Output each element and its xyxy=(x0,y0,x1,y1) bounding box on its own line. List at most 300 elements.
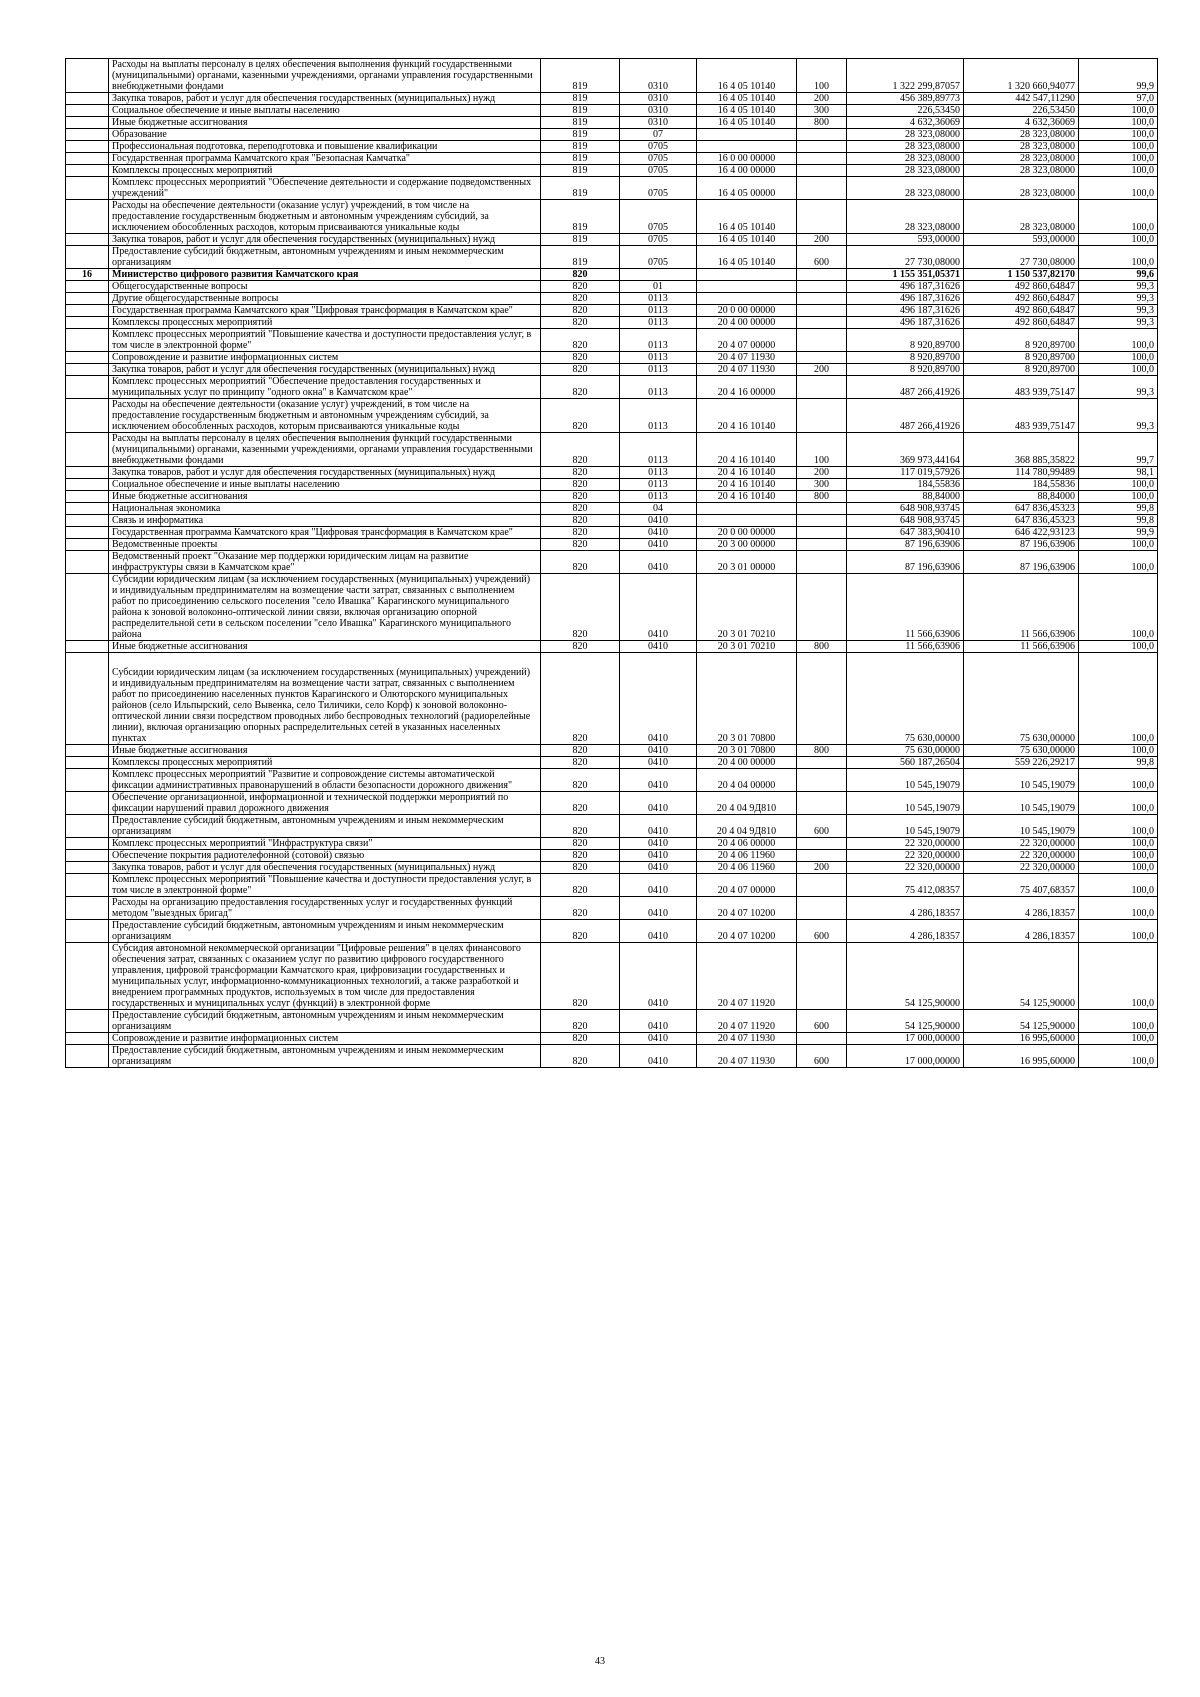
ministry-code: 820 xyxy=(541,574,620,641)
target-article: 20 4 00 00000 xyxy=(697,317,797,329)
row-number xyxy=(66,93,109,105)
executed-amount: 28 323,08000 xyxy=(964,129,1079,141)
page-number: 43 xyxy=(595,1656,605,1667)
executed-amount: 4 286,18357 xyxy=(964,920,1079,943)
execution-percent: 99,3 xyxy=(1079,281,1158,293)
section-code: 0410 xyxy=(620,769,697,792)
row-number xyxy=(66,467,109,479)
section-code: 0113 xyxy=(620,364,697,376)
ministry-code: 820 xyxy=(541,479,620,491)
ministry-code: 820 xyxy=(541,305,620,317)
executed-amount: 75 407,68357 xyxy=(964,874,1079,897)
target-article: 16 4 05 10140 xyxy=(697,200,797,234)
planned-amount: 10 545,19079 xyxy=(847,815,964,838)
section-code: 0113 xyxy=(620,491,697,503)
ministry-code: 819 xyxy=(541,153,620,165)
execution-percent: 100,0 xyxy=(1079,745,1158,757)
item-name: Другие общегосударственные вопросы xyxy=(109,293,541,305)
planned-amount: 647 383,90410 xyxy=(847,527,964,539)
ministry-code: 820 xyxy=(541,1010,620,1033)
execution-percent: 99,8 xyxy=(1079,757,1158,769)
ministry-code: 820 xyxy=(541,897,620,920)
table-row xyxy=(66,141,1158,153)
executed-amount: 368 885,35822 xyxy=(964,433,1079,467)
item-name: Расходы на обеспечение деятельности (оказание услуг) учреждений, в том числе на предоставление государственным бюджетным и автономным учреждениям субсидий, за исключением обособленных расходов, которым присваиваются уникальные коды xyxy=(109,399,541,433)
row-number xyxy=(66,792,109,815)
row-number xyxy=(66,1033,109,1045)
table-row xyxy=(66,117,1158,129)
section-code: 0410 xyxy=(620,1010,697,1033)
row-number xyxy=(66,246,109,269)
executed-amount: 483 939,75147 xyxy=(964,399,1079,433)
item-name: Расходы на выплаты персоналу в целях обеспечения выполнения функций государственными (муниципальными) органами, казенными учреждениями, органами управления государственными внебюджетными фондами xyxy=(109,59,541,93)
row-number xyxy=(66,200,109,234)
executed-amount: 88,84000 xyxy=(964,491,1079,503)
execution-percent: 99,9 xyxy=(1079,527,1158,539)
expense-type xyxy=(797,281,847,293)
expense-type xyxy=(797,329,847,352)
ministry-code: 820 xyxy=(541,433,620,467)
ministry-code: 819 xyxy=(541,177,620,200)
item-name: Предоставление субсидий бюджетным, автономным учреждениям и иным некоммерческим организациям xyxy=(109,920,541,943)
executed-amount: 28 323,08000 xyxy=(964,177,1079,200)
ministry-code: 820 xyxy=(541,491,620,503)
row-number xyxy=(66,376,109,399)
section-code: 0705 xyxy=(620,177,697,200)
table-row xyxy=(66,491,1158,503)
row-number xyxy=(66,515,109,527)
section-code: 0410 xyxy=(620,539,697,551)
row-number xyxy=(66,433,109,467)
planned-amount: 75 630,00000 xyxy=(847,653,964,745)
section-code: 0705 xyxy=(620,246,697,269)
table-row xyxy=(66,305,1158,317)
executed-amount: 559 226,29217 xyxy=(964,757,1079,769)
planned-amount: 1 322 299,87057 xyxy=(847,59,964,93)
execution-percent: 99,7 xyxy=(1079,433,1158,467)
row-number xyxy=(66,364,109,376)
execution-percent: 100,0 xyxy=(1079,153,1158,165)
ministry-code: 820 xyxy=(541,653,620,745)
planned-amount: 1 155 351,05371 xyxy=(847,269,964,281)
table-row xyxy=(66,874,1158,897)
expense-type: 100 xyxy=(797,59,847,93)
item-name: Расходы на обеспечение деятельности (оказание услуг) учреждений, в том числе на предоставление государственным бюджетным и автономным учреждениям субсидий, за исключением обособленных расходов, которым присваиваются уникальные коды xyxy=(109,200,541,234)
section-code: 0705 xyxy=(620,200,697,234)
ministry-code: 820 xyxy=(541,281,620,293)
planned-amount: 28 323,08000 xyxy=(847,153,964,165)
planned-amount: 10 545,19079 xyxy=(847,792,964,815)
table-row xyxy=(66,1033,1158,1045)
planned-amount: 28 323,08000 xyxy=(847,200,964,234)
target-article: 20 4 16 10140 xyxy=(697,479,797,491)
row-number xyxy=(66,769,109,792)
item-name: Ведомственные проекты xyxy=(109,539,541,551)
ministry-code: 819 xyxy=(541,59,620,93)
item-name: Предоставление субсидий бюджетным, автономным учреждениям и иным некоммерческим организациям xyxy=(109,815,541,838)
table-row xyxy=(66,641,1158,653)
ministry-code: 820 xyxy=(541,329,620,352)
section-code: 0410 xyxy=(620,527,697,539)
item-name: Сопровождение и развитие информационных систем xyxy=(109,352,541,364)
row-number xyxy=(66,281,109,293)
target-article xyxy=(697,129,797,141)
row-number xyxy=(66,943,109,1010)
execution-percent: 100,0 xyxy=(1079,641,1158,653)
planned-amount: 28 323,08000 xyxy=(847,141,964,153)
target-article: 16 4 05 10140 xyxy=(697,105,797,117)
section-code: 0113 xyxy=(620,293,697,305)
table-row xyxy=(66,281,1158,293)
planned-amount: 22 320,00000 xyxy=(847,838,964,850)
ministry-code: 819 xyxy=(541,200,620,234)
planned-amount: 369 973,44164 xyxy=(847,433,964,467)
planned-amount: 487 266,41926 xyxy=(847,376,964,399)
table-row xyxy=(66,769,1158,792)
target-article: 20 0 00 00000 xyxy=(697,527,797,539)
row-number xyxy=(66,293,109,305)
execution-percent: 100,0 xyxy=(1079,177,1158,200)
ministry-code: 820 xyxy=(541,467,620,479)
item-name: Предоставление субсидий бюджетным, автономным учреждениям и иным некоммерческим организациям xyxy=(109,1045,541,1068)
section-code: 0410 xyxy=(620,943,697,1010)
row-number xyxy=(66,491,109,503)
target-article: 20 3 00 00000 xyxy=(697,539,797,551)
execution-percent: 100,0 xyxy=(1079,129,1158,141)
item-name: Закупка товаров, работ и услуг для обеспечения государственных (муниципальных) нужд xyxy=(109,364,541,376)
expense-type xyxy=(797,293,847,305)
ministry-code: 820 xyxy=(541,515,620,527)
planned-amount: 487 266,41926 xyxy=(847,399,964,433)
target-article xyxy=(697,281,797,293)
expense-type xyxy=(797,792,847,815)
execution-percent: 100,0 xyxy=(1079,246,1158,269)
target-article xyxy=(697,141,797,153)
row-number xyxy=(66,105,109,117)
item-name: Общегосударственные вопросы xyxy=(109,281,541,293)
expense-type xyxy=(797,850,847,862)
executed-amount: 492 860,64847 xyxy=(964,281,1079,293)
row-number xyxy=(66,920,109,943)
row-number xyxy=(66,745,109,757)
table-row xyxy=(66,234,1158,246)
execution-percent: 100,0 xyxy=(1079,815,1158,838)
table-row xyxy=(66,792,1158,815)
expense-type xyxy=(797,141,847,153)
table-row xyxy=(66,551,1158,574)
row-number xyxy=(66,399,109,433)
row-number xyxy=(66,539,109,551)
row-number xyxy=(66,317,109,329)
table-row xyxy=(66,246,1158,269)
executed-amount: 54 125,90000 xyxy=(964,1010,1079,1033)
executed-amount: 647 836,45323 xyxy=(964,515,1079,527)
table-row xyxy=(66,364,1158,376)
row-number xyxy=(66,153,109,165)
expense-type: 200 xyxy=(797,467,847,479)
target-article: 20 4 07 11920 xyxy=(697,943,797,1010)
execution-percent: 100,0 xyxy=(1079,165,1158,177)
target-article xyxy=(697,503,797,515)
planned-amount: 87 196,63906 xyxy=(847,551,964,574)
item-name: Иные бюджетные ассигнования xyxy=(109,745,541,757)
target-article: 20 4 07 11930 xyxy=(697,352,797,364)
executed-amount: 1 320 660,94077 xyxy=(964,59,1079,93)
execution-percent: 100,0 xyxy=(1079,1033,1158,1045)
item-name: Комплекс процессных мероприятий "Обеспечение предоставления государственных и муниципальных услуг по принципу "одного окна" в Камчатском крае" xyxy=(109,376,541,399)
planned-amount: 648 908,93745 xyxy=(847,503,964,515)
ministry-code: 820 xyxy=(541,317,620,329)
ministry-code: 820 xyxy=(541,293,620,305)
execution-percent: 100,0 xyxy=(1079,364,1158,376)
executed-amount: 593,00000 xyxy=(964,234,1079,246)
ministry-code: 820 xyxy=(541,769,620,792)
executed-amount: 8 920,89700 xyxy=(964,329,1079,352)
executed-amount: 75 630,00000 xyxy=(964,653,1079,745)
ministry-code: 820 xyxy=(541,352,620,364)
planned-amount: 28 323,08000 xyxy=(847,177,964,200)
planned-amount: 10 545,19079 xyxy=(847,769,964,792)
execution-percent: 100,0 xyxy=(1079,551,1158,574)
target-article: 20 4 07 11930 xyxy=(697,1033,797,1045)
item-name: Государственная программа Камчатского края "Безопасная Камчатка" xyxy=(109,153,541,165)
expense-type: 200 xyxy=(797,364,847,376)
target-article: 20 4 16 00000 xyxy=(697,376,797,399)
execution-percent: 100,0 xyxy=(1079,1010,1158,1033)
expense-type: 600 xyxy=(797,246,847,269)
expense-type xyxy=(797,269,847,281)
execution-percent: 100,0 xyxy=(1079,850,1158,862)
item-name: Расходы на выплаты персоналу в целях обеспечения выполнения функций государственными (муниципальными) органами, казенными учреждениями, органами управления государственными внебюджетными фондами xyxy=(109,433,541,467)
target-article: 20 4 04 9Д810 xyxy=(697,792,797,815)
expense-type: 800 xyxy=(797,745,847,757)
execution-percent: 99,9 xyxy=(1079,59,1158,93)
planned-amount: 496 187,31626 xyxy=(847,305,964,317)
expense-type xyxy=(797,177,847,200)
planned-amount: 22 320,00000 xyxy=(847,850,964,862)
execution-percent: 99,3 xyxy=(1079,399,1158,433)
row-number xyxy=(66,141,109,153)
target-article: 20 4 16 10140 xyxy=(697,433,797,467)
row-number xyxy=(66,862,109,874)
executed-amount: 22 320,00000 xyxy=(964,862,1079,874)
row-number xyxy=(66,234,109,246)
expense-type xyxy=(797,165,847,177)
planned-amount: 28 323,08000 xyxy=(847,165,964,177)
ministry-code: 820 xyxy=(541,838,620,850)
target-article xyxy=(697,293,797,305)
item-name: Иные бюджетные ассигнования xyxy=(109,117,541,129)
item-name: Сопровождение и развитие информационных систем xyxy=(109,1033,541,1045)
table-row xyxy=(66,745,1158,757)
section-code: 0705 xyxy=(620,165,697,177)
row-number xyxy=(66,897,109,920)
executed-amount: 10 545,19079 xyxy=(964,792,1079,815)
section-code: 04 xyxy=(620,503,697,515)
execution-percent: 99,3 xyxy=(1079,376,1158,399)
table-row xyxy=(66,433,1158,467)
item-name: Иные бюджетные ассигнования xyxy=(109,491,541,503)
target-article: 16 4 05 10140 xyxy=(697,117,797,129)
target-article: 20 4 06 11960 xyxy=(697,850,797,862)
section-code: 0410 xyxy=(620,862,697,874)
ministry-code: 820 xyxy=(541,364,620,376)
ministry-code: 820 xyxy=(541,745,620,757)
ministry-code: 820 xyxy=(541,757,620,769)
execution-percent: 100,0 xyxy=(1079,117,1158,129)
planned-amount: 75 412,08357 xyxy=(847,874,964,897)
executed-amount: 28 323,08000 xyxy=(964,153,1079,165)
ministry-code: 820 xyxy=(541,850,620,862)
planned-amount: 184,55836 xyxy=(847,479,964,491)
row-number xyxy=(66,117,109,129)
expense-type xyxy=(797,515,847,527)
planned-amount: 11 566,63906 xyxy=(847,641,964,653)
expense-type xyxy=(797,769,847,792)
row-number xyxy=(66,574,109,641)
ministry-code: 820 xyxy=(541,943,620,1010)
executed-amount: 4 632,36069 xyxy=(964,117,1079,129)
target-article: 16 4 00 00000 xyxy=(697,165,797,177)
expense-type xyxy=(797,838,847,850)
section-code: 0410 xyxy=(620,850,697,862)
expense-type xyxy=(797,399,847,433)
planned-amount: 17 000,00000 xyxy=(847,1033,964,1045)
executed-amount: 10 545,19079 xyxy=(964,769,1079,792)
ministry-code: 820 xyxy=(541,539,620,551)
planned-amount: 456 389,89773 xyxy=(847,93,964,105)
item-name: Обеспечение покрытия радиотелефонной (сотовой) связью xyxy=(109,850,541,862)
table-row xyxy=(66,352,1158,364)
section-code: 0310 xyxy=(620,105,697,117)
expense-type xyxy=(797,653,847,745)
row-number xyxy=(66,129,109,141)
execution-percent: 100,0 xyxy=(1079,141,1158,153)
section-code: 0113 xyxy=(620,352,697,364)
planned-amount: 17 000,00000 xyxy=(847,1045,964,1068)
expense-type xyxy=(797,539,847,551)
executed-amount: 75 630,00000 xyxy=(964,745,1079,757)
item-name: Предоставление субсидий бюджетным, автономным учреждениям и иным некоммерческим организациям xyxy=(109,1010,541,1033)
execution-percent: 100,0 xyxy=(1079,491,1158,503)
execution-percent: 100,0 xyxy=(1079,920,1158,943)
ministry-code: 820 xyxy=(541,527,620,539)
execution-percent: 100,0 xyxy=(1079,792,1158,815)
section-code: 0113 xyxy=(620,433,697,467)
target-article: 20 4 06 11960 xyxy=(697,862,797,874)
item-name: Расходы на организацию предоставления государственных услуг и государственных функций методом "выездных бригад" xyxy=(109,897,541,920)
row-number xyxy=(66,1010,109,1033)
expense-type xyxy=(797,305,847,317)
execution-percent: 100,0 xyxy=(1079,234,1158,246)
table-row xyxy=(66,399,1158,433)
target-article xyxy=(697,515,797,527)
section-code: 0410 xyxy=(620,515,697,527)
planned-amount: 560 187,26504 xyxy=(847,757,964,769)
executed-amount: 8 920,89700 xyxy=(964,352,1079,364)
section-code: 07 xyxy=(620,129,697,141)
row-number xyxy=(66,653,109,745)
item-name: Профессиональная подготовка, переподготовка и повышение квалификации xyxy=(109,141,541,153)
table-row xyxy=(66,93,1158,105)
item-name: Комплекс процессных мероприятий "Обеспечение деятельности и содержание подведомственных учреждений" xyxy=(109,177,541,200)
table-row xyxy=(66,376,1158,399)
section-code: 0113 xyxy=(620,329,697,352)
planned-amount: 87 196,63906 xyxy=(847,539,964,551)
expense-type xyxy=(797,503,847,515)
item-name: Национальная экономика xyxy=(109,503,541,515)
expense-type: 600 xyxy=(797,1010,847,1033)
item-name: Закупка товаров, работ и услуг для обеспечения государственных (муниципальных) нужд xyxy=(109,862,541,874)
execution-percent: 100,0 xyxy=(1079,862,1158,874)
item-name: Субсидия автономной некоммерческой организации "Цифровые решения" в целях финансового обеспечения затрат, связанных с оказанием услуг по развитию цифрового государственного управления, цифровой трансформации Камчатского края, цифровизации государственных и муниципальных услуг, информационно-коммуникационных технологий, а также разработкой и внедрением программных продуктов, используемых в том числе для предоставления государственных и муниципальных услуг (функций) в электронной форме xyxy=(109,943,541,1010)
executed-amount: 11 566,63906 xyxy=(964,641,1079,653)
target-article: 20 4 07 10200 xyxy=(697,897,797,920)
target-article: 20 4 16 10140 xyxy=(697,491,797,503)
table-row xyxy=(66,539,1158,551)
planned-amount: 27 730,08000 xyxy=(847,246,964,269)
expense-type: 200 xyxy=(797,234,847,246)
ministry-code: 819 xyxy=(541,234,620,246)
item-name: Обеспечение организационной, информационной и технической поддержки мероприятий по фиксации нарушений правил дорожного движения xyxy=(109,792,541,815)
ministry-code: 820 xyxy=(541,503,620,515)
target-article: 20 4 07 11930 xyxy=(697,1045,797,1068)
ministry-code: 820 xyxy=(541,792,620,815)
table-row xyxy=(66,177,1158,200)
section-code: 0410 xyxy=(620,920,697,943)
ministry-code: 820 xyxy=(541,269,620,281)
planned-amount: 226,53450 xyxy=(847,105,964,117)
planned-amount: 8 920,89700 xyxy=(847,329,964,352)
expense-type: 600 xyxy=(797,815,847,838)
expense-type: 200 xyxy=(797,93,847,105)
execution-percent: 100,0 xyxy=(1079,539,1158,551)
section-code: 0113 xyxy=(620,305,697,317)
section-code: 0410 xyxy=(620,745,697,757)
executed-amount: 22 320,00000 xyxy=(964,838,1079,850)
planned-amount: 117 019,57926 xyxy=(847,467,964,479)
executed-amount: 16 995,60000 xyxy=(964,1045,1079,1068)
planned-amount: 4 286,18357 xyxy=(847,897,964,920)
section-code: 0113 xyxy=(620,479,697,491)
ministry-code: 819 xyxy=(541,117,620,129)
item-name: Образование xyxy=(109,129,541,141)
row-number xyxy=(66,59,109,93)
expense-type xyxy=(797,574,847,641)
table-row xyxy=(66,515,1158,527)
row-number xyxy=(66,757,109,769)
section-code: 0705 xyxy=(620,234,697,246)
expense-type xyxy=(797,317,847,329)
planned-amount: 496 187,31626 xyxy=(847,281,964,293)
section-code: 0113 xyxy=(620,317,697,329)
row-number xyxy=(66,177,109,200)
table-row xyxy=(66,897,1158,920)
ministry-code: 819 xyxy=(541,141,620,153)
item-name: Закупка товаров, работ и услуг для обеспечения государственных (муниципальных) нужд xyxy=(109,234,541,246)
item-name: Комплексы процессных мероприятий xyxy=(109,757,541,769)
target-article: 20 4 07 00000 xyxy=(697,874,797,897)
section-code: 0310 xyxy=(620,117,697,129)
ministry-code: 820 xyxy=(541,376,620,399)
table-row xyxy=(66,653,1158,745)
row-number: 16 xyxy=(66,269,109,281)
expense-type: 200 xyxy=(797,862,847,874)
execution-percent: 100,0 xyxy=(1079,352,1158,364)
section-code: 0410 xyxy=(620,641,697,653)
item-name: Ведомственный проект "Оказание мер поддержки юридическим лицам на развитие инфраструктуры связи в Камчатском крае" xyxy=(109,551,541,574)
target-article: 20 4 04 9Д810 xyxy=(697,815,797,838)
